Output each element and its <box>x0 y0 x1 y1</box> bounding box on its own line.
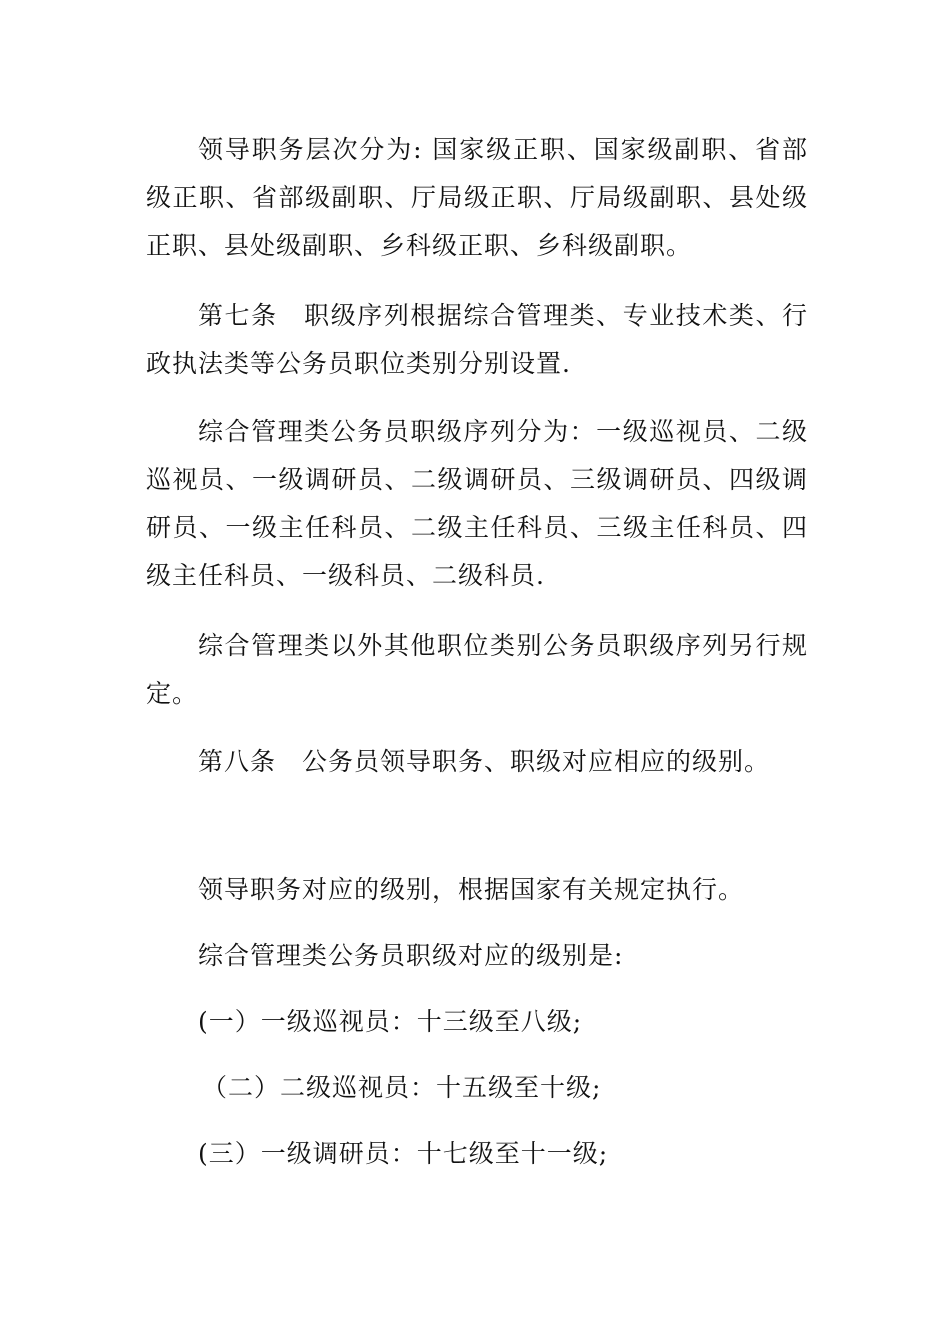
paragraph-leadership-grade: 领导职务对应的级别，根据国家有关规定执行。 <box>198 875 745 904</box>
paragraph-article-7: 第七条 职级序列根据综合管理类、专业技术类、行政执法类等公务员职位类别分别设置. <box>146 301 808 378</box>
paragraph-leadership-levels: 领导职务层次分为: 国家级正职、国家级副职、省部级正职、省部级副职、厅局级正职、厅局级副职、县处级正职、县处级副职、乡科级正职、乡科级副职。 <box>146 135 808 260</box>
paragraph-article-8: 第八条 公务员领导职务、职级对应相应的级别。 <box>198 747 771 776</box>
list-item-1: (一）一级巡视员：十三级至八级; <box>198 1007 583 1036</box>
list-item-2: （二）二级巡视员：十五级至十级; <box>202 1073 602 1102</box>
paragraph-other-categories: 综合管理类以外其他职位类别公务员职级序列另行规定。 <box>146 631 808 708</box>
list-item-3: (三）一级调研员：十七级至十一级; <box>198 1139 609 1168</box>
paragraph-grade-intro: 综合管理类公务员职级对应的级别是: <box>198 941 624 970</box>
paragraph-rank-sequence: 综合管理类公务员职级序列分为：一级巡视员、二级巡视员、一级调研员、二级调研员、三级调研员、四级调研员、一级主任科员、二级主任科员、三级主任科员、四级主任科员、一级科员、二级科员. <box>146 417 808 590</box>
